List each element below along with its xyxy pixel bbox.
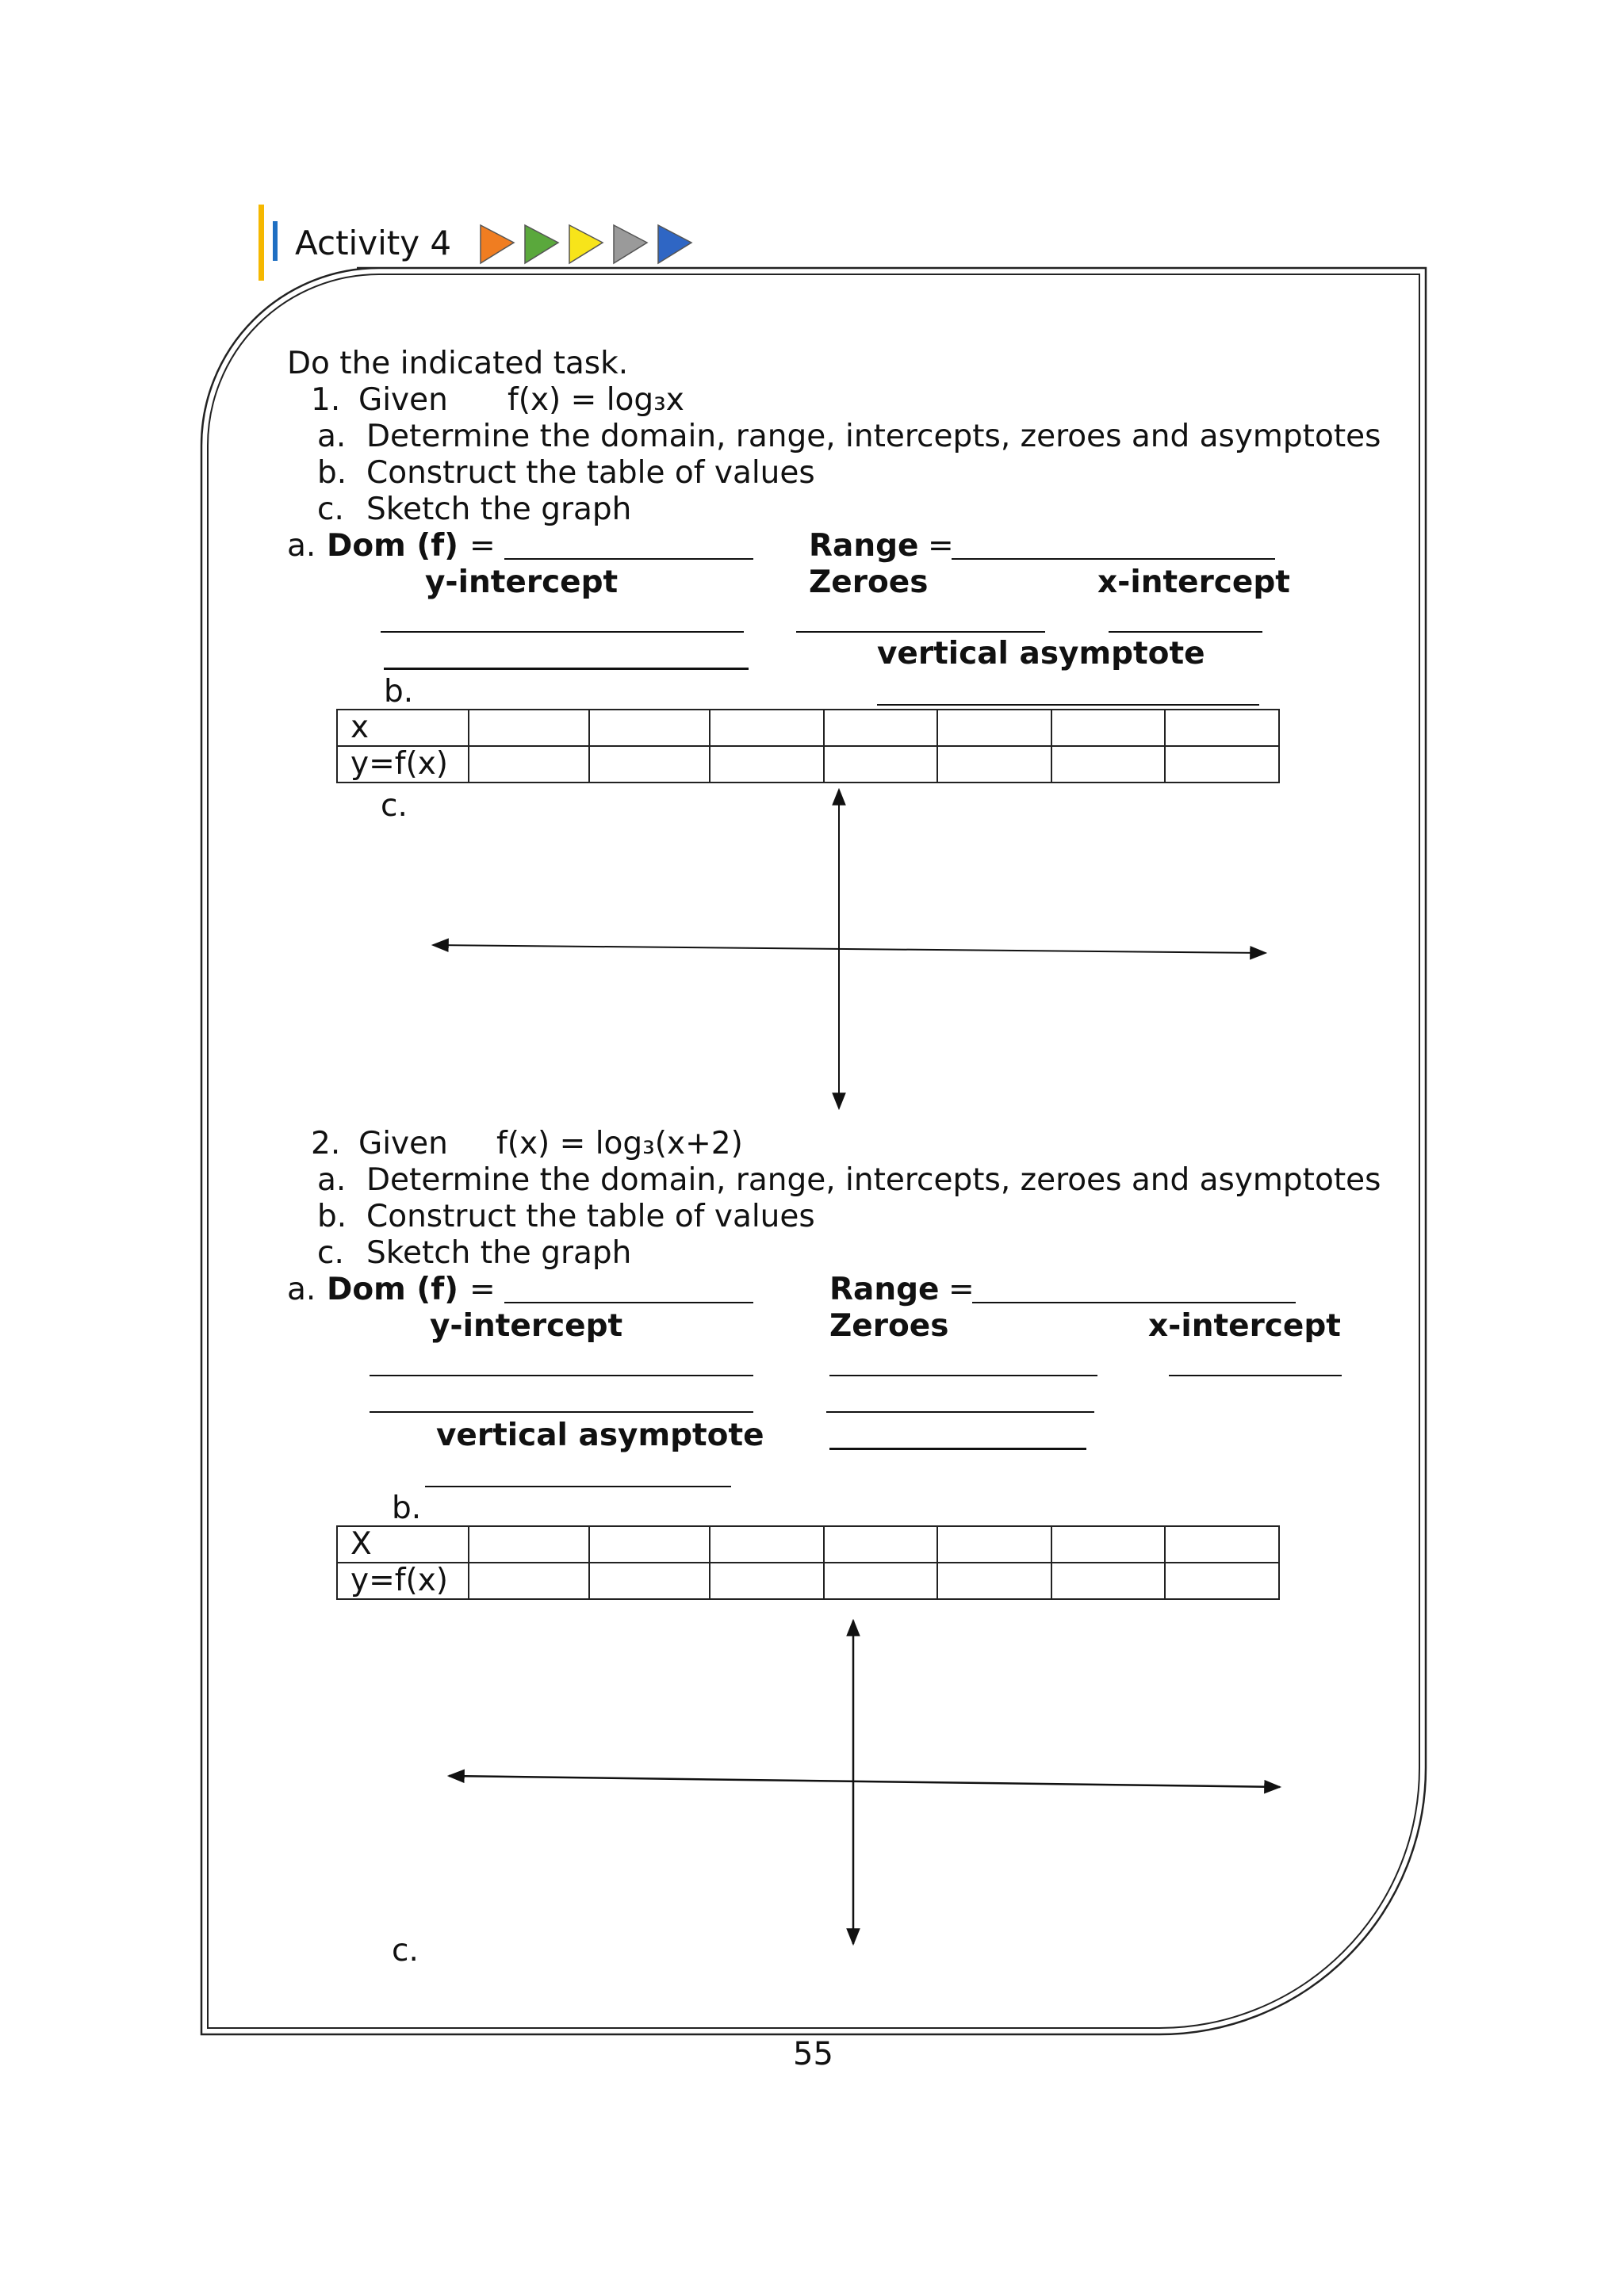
table-cell[interactable]: [710, 1563, 824, 1599]
problem2-part-a-letter: a.: [287, 1272, 316, 1307]
table-cell[interactable]: [469, 1563, 589, 1599]
table-cell[interactable]: [469, 1526, 589, 1563]
problem1-x-intercept-label: x-intercept: [1097, 564, 1290, 600]
problem1-task-b: Construct the table of values: [366, 455, 815, 491]
table-cell[interactable]: [824, 1563, 937, 1599]
table-row-label: x: [337, 710, 469, 746]
problem1-domain-equals: =: [469, 528, 496, 564]
table-cell[interactable]: [469, 746, 589, 783]
problem1-number: 1.: [311, 382, 341, 418]
table-cell[interactable]: [1165, 746, 1279, 783]
problem2-y-intercept-line-1[interactable]: [370, 1375, 753, 1376]
green-arrow-icon: [525, 225, 558, 263]
problem2-task-b: Construct the table of values: [366, 1199, 815, 1234]
problem2-part-b-letter: b.: [392, 1490, 422, 1526]
table-cell[interactable]: [937, 746, 1051, 783]
problem2-zeroes-line-1[interactable]: [829, 1375, 1097, 1376]
problem1-domain-label: Dom (f): [327, 528, 458, 564]
problem1-domain-answer-line[interactable]: [504, 558, 753, 560]
table-cell[interactable]: [824, 710, 937, 746]
problem2-number: 2.: [311, 1126, 341, 1161]
problem2-function: f(x) = log₃(x+2): [496, 1126, 743, 1161]
blue-arrow-icon: [658, 225, 691, 263]
table-cell[interactable]: [1165, 710, 1279, 746]
problem2-table: [336, 1525, 1280, 1600]
table-cell[interactable]: [589, 746, 710, 783]
problem1-y-intercept-line-2[interactable]: [384, 668, 749, 670]
table-row-label: y=f(x): [337, 746, 469, 783]
page-number: 55: [793, 2036, 833, 2072]
table-row: [337, 710, 1279, 746]
problem1-task-b-letter: b.: [317, 455, 347, 491]
problem2-part-c-letter: c.: [392, 1933, 419, 1969]
table-cell[interactable]: [1165, 1563, 1279, 1599]
table-cell[interactable]: [937, 1563, 1051, 1599]
problem1-given: Given: [358, 382, 448, 418]
problem2-given: Given: [358, 1126, 448, 1161]
problem2-y-intercept-label: y-intercept: [430, 1308, 623, 1344]
problem1-part-c-letter: c.: [381, 788, 408, 824]
problem1-y-intercept-line-1[interactable]: [381, 631, 744, 633]
table-cell[interactable]: [1051, 746, 1165, 783]
table-row: [337, 1526, 1279, 1563]
table-row: [337, 746, 1279, 783]
table-cell[interactable]: [710, 1526, 824, 1563]
problem2-y-intercept-line-2[interactable]: [370, 1411, 753, 1413]
table-cell[interactable]: [824, 746, 937, 783]
header-blue-bar: [273, 221, 278, 261]
problem1-range-equals: =: [928, 528, 954, 564]
problem2-zeroes-label: Zeroes: [829, 1308, 949, 1344]
problem1-vertical-asymptote-label: vertical asymptote: [877, 636, 1205, 672]
table-row: [337, 1563, 1279, 1599]
table-cell[interactable]: [589, 1563, 710, 1599]
problem2-range-answer-line[interactable]: [972, 1302, 1296, 1303]
gray-arrow-icon: [614, 225, 647, 263]
problem1-x-intercept-line-1[interactable]: [1109, 631, 1262, 633]
problem2-task-a: Determine the domain, range, intercepts, zeroes and asymptotes: [366, 1162, 1381, 1198]
problem1-zeroes-label: Zeroes: [809, 564, 929, 600]
table-cell[interactable]: [589, 710, 710, 746]
problem1-task-a: Determine the domain, range, intercepts, zeroes and asymptotes: [366, 419, 1381, 454]
problem1-table: [336, 709, 1280, 783]
problem2-zeroes-line-3[interactable]: [829, 1448, 1086, 1450]
problem1-task-c-letter: c.: [317, 492, 344, 527]
orange-arrow-icon: [481, 225, 514, 263]
table-cell[interactable]: [469, 710, 589, 746]
problem2-vertical-asymptote-label: vertical asymptote: [436, 1418, 764, 1453]
table-cell[interactable]: [1051, 710, 1165, 746]
problem1-function: f(x) = log₃x: [508, 382, 684, 418]
graph2-x-axis: [449, 1776, 1280, 1787]
table-cell[interactable]: [1051, 1563, 1165, 1599]
problem1-zeroes-line-1[interactable]: [796, 631, 1045, 633]
problem1-range-answer-line[interactable]: [952, 558, 1275, 560]
problem1-task-c: Sketch the graph: [366, 492, 632, 527]
problem2-range-label: Range: [829, 1272, 940, 1307]
problem2-task-a-letter: a.: [317, 1162, 347, 1198]
problem2-zeroes-line-2[interactable]: [826, 1411, 1094, 1413]
table-cell[interactable]: [1165, 1526, 1279, 1563]
problem2-x-intercept-label: x-intercept: [1148, 1308, 1341, 1344]
problem1-y-intercept-label: y-intercept: [425, 564, 619, 600]
table-cell[interactable]: [710, 746, 824, 783]
problem1-vertical-asymptote-line[interactable]: [877, 704, 1259, 706]
problem2-range-equals: =: [948, 1272, 975, 1307]
table-row-label: y=f(x): [337, 1563, 469, 1599]
problem2-x-intercept-line-1[interactable]: [1169, 1375, 1342, 1376]
problem2-domain-label: Dom (f): [327, 1272, 458, 1307]
header-yellow-bar: [259, 205, 264, 281]
table-cell[interactable]: [937, 1526, 1051, 1563]
graph1-x-axis: [433, 945, 1266, 953]
problem1-part-a-letter: a.: [287, 528, 316, 564]
problem2-vertical-asymptote-line[interactable]: [425, 1486, 731, 1487]
table-cell[interactable]: [589, 1526, 710, 1563]
problem2-task-c: Sketch the graph: [366, 1235, 632, 1271]
problem2-domain-answer-line[interactable]: [504, 1302, 753, 1303]
yellow-arrow-icon: [569, 225, 603, 263]
problem1-range-label: Range: [809, 528, 919, 564]
problem2-task-b-letter: b.: [317, 1199, 347, 1234]
problem1-task-a-letter: a.: [317, 419, 347, 454]
table-cell[interactable]: [710, 710, 824, 746]
table-cell[interactable]: [937, 710, 1051, 746]
table-row-label: X: [337, 1526, 469, 1563]
table-cell[interactable]: [1051, 1526, 1165, 1563]
problem1-part-b-letter: b.: [384, 674, 414, 710]
table-cell[interactable]: [824, 1526, 937, 1563]
activity-title: Activity 4: [295, 224, 452, 262]
instructions: Do the indicated task.: [287, 346, 629, 381]
problem2-domain-equals: =: [469, 1272, 496, 1307]
problem2-task-c-letter: c.: [317, 1235, 344, 1271]
header-arrows: [481, 225, 691, 263]
